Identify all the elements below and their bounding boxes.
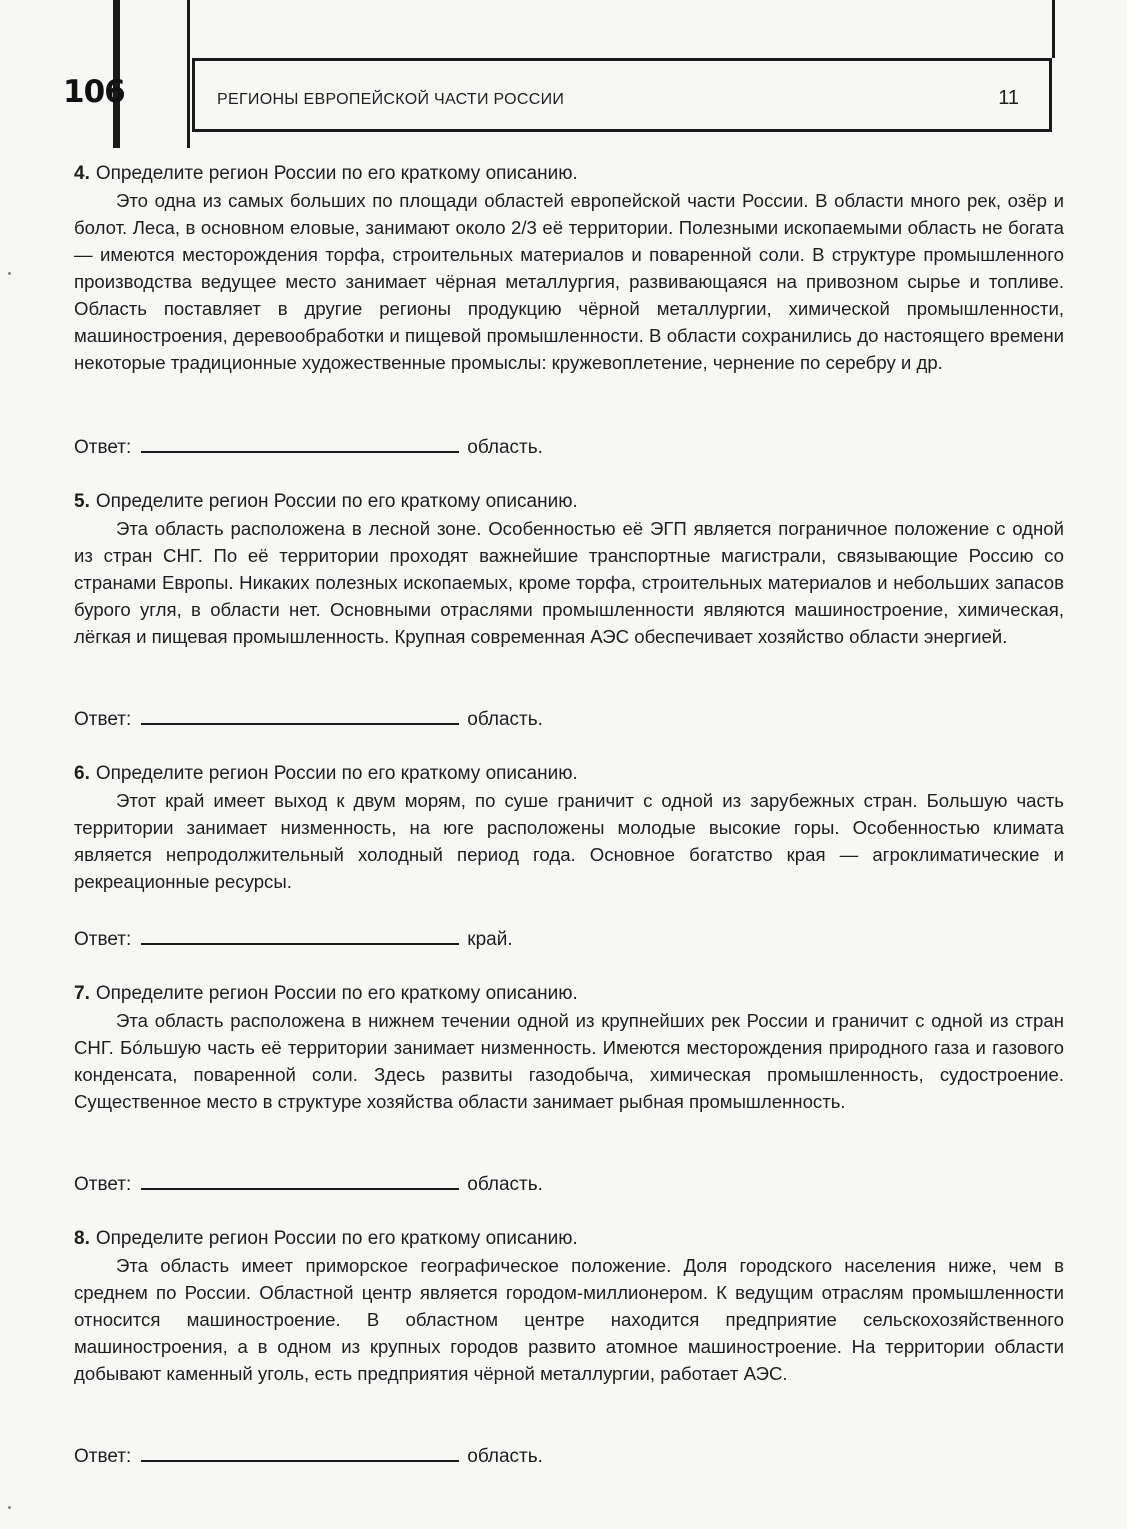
header-title: РЕГИОНЫ ЕВРОПЕЙСКОЙ ЧАСТИ РОССИИ bbox=[217, 91, 565, 108]
task-heading bbox=[74, 488, 1064, 515]
answer-label: Ответ: bbox=[74, 929, 132, 950]
answer-blank[interactable] bbox=[141, 433, 459, 453]
answer-blank[interactable] bbox=[141, 925, 459, 945]
answer-suffix: область. bbox=[467, 709, 543, 730]
task-4 bbox=[74, 160, 1064, 376]
answer-blank[interactable] bbox=[141, 1442, 459, 1462]
task-number: 7. bbox=[74, 983, 90, 1004]
task-text: Этот край имеет выход к двум морям, по суше граничит с одной из зарубежных стран. Большую часть территории занимает низменность, на юге расположены молодые высокие горы. Особенностью климата является непродолжительный холодный период года. Основное богатство края — агроклиматические и рекреационные ресурсы. bbox=[74, 790, 1064, 892]
task-prompt: Определите регион России по его краткому описанию. bbox=[95, 1228, 578, 1249]
answer-suffix: область. bbox=[467, 437, 543, 458]
answer-row-6 bbox=[74, 925, 513, 951]
task-heading bbox=[74, 980, 1064, 1007]
chapter-number: 11 bbox=[998, 87, 1019, 109]
running-header bbox=[192, 58, 1052, 132]
answer-label: Ответ: bbox=[74, 1446, 132, 1467]
task-prompt: Определите регион России по его краткому описанию. bbox=[95, 763, 578, 784]
task-heading bbox=[74, 1225, 1064, 1252]
task-number: 4. bbox=[74, 163, 90, 184]
task-heading bbox=[74, 160, 1064, 187]
answer-label: Ответ: bbox=[74, 709, 132, 730]
task-7 bbox=[74, 980, 1064, 1115]
task-prompt: Определите регион России по его краткому описанию. bbox=[95, 491, 578, 512]
answer-row-5 bbox=[74, 705, 543, 731]
answer-suffix: область. bbox=[467, 1446, 543, 1467]
task-prompt: Определите регион России по его краткому описанию. bbox=[95, 163, 578, 184]
task-number: 5. bbox=[74, 491, 90, 512]
task-prompt: Определите регион России по его краткому описанию. bbox=[95, 983, 578, 1004]
answer-label: Ответ: bbox=[74, 1174, 132, 1195]
scan-speck bbox=[8, 1506, 11, 1509]
task-text: Эта область расположена в лесной зоне. Особенностью её ЭГП является пограничное положение с одной из стран СНГ. По её территории проходят важнейшие транспортные магистрали, связывающие Россию со странами Европы. Никаких полезных ископаемых, кроме торфа, строительных материалов и небольших запасов бурого угля, в области нет. Основными отраслями промышленности являются машиностроение, химическая, лёгкая и пищевая промышленность. Крупная современная АЭС обеспечивает хозяйство области энергией. bbox=[74, 518, 1064, 647]
task-text: Эта область расположена в нижнем течении одной из крупнейших рек России и граничит с одной из стран СНГ. Бóльшую часть её территории занимает низменность. Имеются месторождения природного газа и газового конденсата, поваренной соли. Здесь развиты газодобыча, химическая промышленность, судостроение. Существенное место в структуре хозяйства области занимает рыбная промышленность. bbox=[74, 1010, 1064, 1112]
answer-blank[interactable] bbox=[141, 1170, 459, 1190]
page-number: 106 bbox=[63, 74, 125, 110]
task-8 bbox=[74, 1225, 1064, 1387]
task-heading bbox=[74, 760, 1064, 787]
margin-rule-thin bbox=[187, 0, 190, 148]
answer-blank[interactable] bbox=[141, 705, 459, 725]
answer-row-7 bbox=[74, 1170, 543, 1196]
answer-suffix: область. bbox=[467, 1174, 543, 1195]
task-6 bbox=[74, 760, 1064, 895]
scan-speck bbox=[8, 272, 11, 275]
task-number: 8. bbox=[74, 1228, 90, 1249]
header-rule-right bbox=[1052, 0, 1055, 58]
task-text: Это одна из самых больших по площади областей европейской части России. В области много рек, озёр и болот. Леса, в основном еловые, занимают около 2/3 её территории. Полезными ископаемыми область не богата — имеются месторождения торфа, строительных материалов и поваренной соли. В структуре промышленного производства ведущее место занимает чёрная металлургия, развивающаяся на привозном сырье и топливе. Область поставляет в другие регионы продукцию чёрной металлургии, химической промышленности, машиностроения, деревообработки и пищевой промышленности. В области сохранились до настоящего времени некоторые традиционные художественные промыслы: кружевоплетение, чернение по серебру и др. bbox=[74, 190, 1064, 373]
task-5 bbox=[74, 488, 1064, 650]
task-text: Эта область имеет приморское географическое положение. Доля городского населения ниже, чем в среднем по России. Областной центр является городом-миллионером. К ведущим отраслям промышленности относится машиностроение. В областном центре находится предприятие сельскохозяйственного машиностроения, а в одном из крупных городов развито атомное машиностроение. На территории области добывают каменный уголь, есть предприятия чёрной металлургии, работает АЭС. bbox=[74, 1255, 1064, 1384]
answer-row-4 bbox=[74, 433, 543, 459]
answer-suffix: край. bbox=[467, 929, 513, 950]
answer-label: Ответ: bbox=[74, 437, 132, 458]
answer-row-8 bbox=[74, 1442, 543, 1468]
task-number: 6. bbox=[74, 763, 90, 784]
